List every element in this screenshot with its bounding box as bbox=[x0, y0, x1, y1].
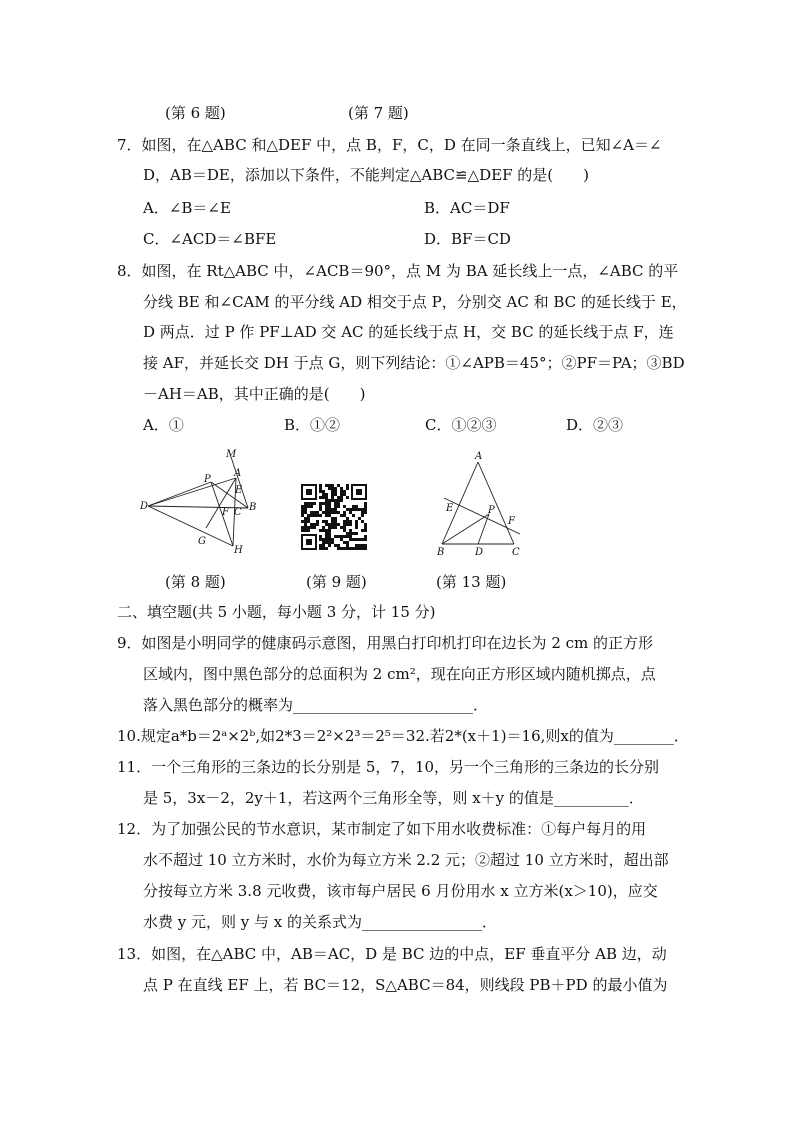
qr-module bbox=[325, 484, 328, 487]
qr-module bbox=[343, 514, 346, 517]
fig8-label-B: B bbox=[249, 502, 257, 513]
qr-module bbox=[340, 538, 343, 541]
qr-module bbox=[337, 505, 340, 508]
qr-module bbox=[337, 547, 340, 550]
figure-13-geometry-diagram bbox=[432, 448, 532, 558]
question-7-option-d: D．BF＝CD bbox=[424, 230, 511, 248]
qr-module bbox=[304, 505, 307, 508]
qr-module bbox=[352, 547, 355, 550]
qr-module bbox=[346, 547, 349, 550]
question-9-line-3: 落入黑色部分的概率为________________________． bbox=[143, 696, 489, 714]
qr-module bbox=[301, 520, 304, 523]
qr-module bbox=[310, 514, 313, 517]
qr-module bbox=[310, 526, 313, 529]
fig8-line-AG bbox=[206, 478, 236, 528]
qr-module bbox=[331, 541, 334, 544]
figure-8-geometry-diagram bbox=[138, 446, 268, 558]
qr-module bbox=[304, 520, 307, 523]
qr-module bbox=[364, 538, 367, 541]
qr-module bbox=[304, 523, 307, 526]
qr-module bbox=[316, 514, 319, 517]
qr-module bbox=[328, 529, 331, 532]
fig13-label-E: E bbox=[446, 503, 454, 514]
qr-module bbox=[352, 538, 355, 541]
fig8-label-H: H bbox=[234, 545, 243, 556]
question-13-line-1: 13．如图，在△ABC 中，AB＝AC，D 是 BC 边的中点，EF 垂直平分 AB 边，动 bbox=[117, 945, 667, 963]
qr-module bbox=[322, 493, 325, 496]
qr-module bbox=[301, 514, 304, 517]
qr-module bbox=[319, 502, 322, 505]
qr-module bbox=[343, 520, 346, 523]
qr-module bbox=[331, 538, 334, 541]
qr-module bbox=[307, 529, 310, 532]
qr-module bbox=[319, 508, 322, 511]
qr-module bbox=[334, 508, 337, 511]
qr-module bbox=[325, 535, 328, 538]
qr-module bbox=[340, 535, 343, 538]
figure-9-qr-code bbox=[300, 483, 368, 551]
qr-module bbox=[304, 526, 307, 529]
qr-module bbox=[301, 526, 304, 529]
qr-module bbox=[361, 514, 364, 517]
qr-module bbox=[337, 496, 340, 499]
qr-module bbox=[361, 547, 364, 550]
qr-module bbox=[349, 547, 352, 550]
fig13-line-AC bbox=[478, 462, 514, 544]
qr-module bbox=[331, 523, 334, 526]
qr-module bbox=[325, 532, 328, 535]
qr-module bbox=[346, 517, 349, 520]
qr-module bbox=[316, 511, 319, 514]
qr-module bbox=[328, 535, 331, 538]
qr-module bbox=[328, 484, 331, 487]
qr-module bbox=[307, 514, 310, 517]
qr-module bbox=[307, 517, 310, 520]
qr-module bbox=[355, 508, 358, 511]
qr-module bbox=[325, 523, 328, 526]
qr-module bbox=[355, 532, 358, 535]
qr-module bbox=[364, 502, 367, 505]
qr-module bbox=[328, 487, 331, 490]
qr-module bbox=[358, 538, 361, 541]
qr-module bbox=[316, 523, 319, 526]
qr-module bbox=[319, 547, 322, 550]
qr-module bbox=[349, 523, 352, 526]
qr-module bbox=[319, 544, 322, 547]
qr-module bbox=[331, 499, 334, 502]
qr-module bbox=[331, 508, 334, 511]
qr-module bbox=[301, 505, 304, 508]
qr-module bbox=[346, 520, 349, 523]
caption-figure-9: (第 9 题) bbox=[306, 573, 367, 591]
qr-module bbox=[334, 517, 337, 520]
qr-module bbox=[358, 508, 361, 511]
qr-module bbox=[313, 523, 316, 526]
qr-module bbox=[319, 514, 322, 517]
fig13-label-D: D bbox=[475, 547, 484, 558]
qr-module bbox=[319, 496, 322, 499]
qr-module bbox=[334, 487, 337, 490]
qr-module bbox=[331, 517, 334, 520]
qr-module bbox=[364, 511, 367, 514]
qr-module bbox=[349, 508, 352, 511]
qr-module bbox=[346, 541, 349, 544]
fig8-line-DP bbox=[148, 482, 211, 506]
qr-module bbox=[325, 508, 328, 511]
qr-module bbox=[304, 517, 307, 520]
qr-module bbox=[319, 529, 322, 532]
qr-module bbox=[304, 529, 307, 532]
qr-module bbox=[325, 505, 328, 508]
qr-module bbox=[349, 520, 352, 523]
qr-module bbox=[343, 526, 346, 529]
fig8-line-DA bbox=[148, 478, 236, 506]
qr-module bbox=[316, 520, 319, 523]
qr-module bbox=[340, 493, 343, 496]
caption-figure-8: (第 8 题) bbox=[165, 573, 226, 591]
question-8-line-2: 分线 BE 和∠CAM 的平分线 AD 相交于点 P，分别交 AC 和 BC 的延长线于 E， bbox=[143, 293, 687, 311]
qr-module bbox=[340, 487, 343, 490]
question-9-line-1: 9．如图是小明同学的健康码示意图，用黑白打印机打印在边长为 2 cm 的正方形 bbox=[117, 634, 654, 652]
qr-module bbox=[301, 508, 304, 511]
question-13-line-2: 点 P 在直线 EF 上，若 BC＝12，S△ABC＝84，则线段 PB＋PD 的最小值为 bbox=[143, 976, 668, 994]
qr-module bbox=[325, 541, 328, 544]
qr-module bbox=[325, 499, 328, 502]
fig13-label-B: B bbox=[437, 547, 445, 558]
qr-module bbox=[337, 544, 340, 547]
qr-module bbox=[340, 514, 343, 517]
qr-module bbox=[334, 490, 337, 493]
qr-module bbox=[328, 499, 331, 502]
qr-module bbox=[319, 487, 322, 490]
qr-module bbox=[355, 526, 358, 529]
qr-module bbox=[331, 526, 334, 529]
qr-module bbox=[331, 490, 334, 493]
qr-module bbox=[334, 511, 337, 514]
qr-module bbox=[352, 514, 355, 517]
question-12-line-3: 分按每立方米 3.8 元收费，该市每户居民 6 月份用水 x 立方米(x＞10)，应交 bbox=[143, 882, 658, 900]
qr-module bbox=[325, 511, 328, 514]
qr-module bbox=[331, 496, 334, 499]
fig8-label-F: F bbox=[222, 507, 229, 518]
fig13-label-C: C bbox=[512, 547, 520, 558]
qr-module bbox=[319, 484, 322, 487]
qr-module bbox=[364, 526, 367, 529]
qr-module bbox=[325, 529, 328, 532]
qr-module bbox=[361, 508, 364, 511]
section-2-heading: 二、填空题(共 5 小题，每小题 3 分，计 15 分) bbox=[117, 603, 436, 621]
question-11-line-2: 是 5，3x－2，2y＋1，若这两个三角形全等，则 x＋y 的值是__________． bbox=[143, 789, 644, 807]
qr-module bbox=[346, 523, 349, 526]
fig8-label-M: M bbox=[226, 449, 237, 460]
qr-module bbox=[322, 526, 325, 529]
qr-module bbox=[361, 538, 364, 541]
qr-module bbox=[322, 496, 325, 499]
fig8-label-C: C bbox=[234, 507, 242, 518]
qr-module bbox=[319, 505, 322, 508]
qr-module bbox=[334, 502, 337, 505]
qr-module bbox=[331, 487, 334, 490]
qr-module bbox=[349, 529, 352, 532]
qr-module bbox=[307, 505, 310, 508]
qr-module bbox=[307, 520, 310, 523]
qr-module bbox=[337, 502, 340, 505]
qr-module bbox=[325, 538, 328, 541]
qr-module bbox=[355, 520, 358, 523]
question-7-line-1: 7．如图，在△ABC 和△DEF 中，点 B，F，C，D 在同一条直线上，已知∠A＝∠ bbox=[117, 136, 662, 154]
qr-module bbox=[364, 529, 367, 532]
question-12-line-4: 水费 y 元，则 y 与 x 的关系式为________________． bbox=[143, 913, 498, 931]
qr-module bbox=[325, 520, 328, 523]
qr-module bbox=[349, 511, 352, 514]
qr-module bbox=[304, 508, 307, 511]
qr-module bbox=[346, 484, 349, 487]
qr-module bbox=[325, 502, 328, 505]
qr-module bbox=[328, 505, 331, 508]
qr-module bbox=[349, 532, 352, 535]
qr-module bbox=[355, 544, 358, 547]
qr-module bbox=[343, 511, 346, 514]
fig13-line-PD bbox=[478, 514, 489, 544]
qr-module bbox=[328, 508, 331, 511]
qr-module bbox=[307, 502, 310, 505]
qr-module bbox=[340, 490, 343, 493]
qr-module bbox=[334, 544, 337, 547]
qr-module bbox=[325, 547, 328, 550]
qr-module bbox=[334, 535, 337, 538]
qr-module bbox=[328, 526, 331, 529]
qr-module bbox=[310, 502, 313, 505]
qr-module bbox=[301, 511, 304, 514]
qr-module bbox=[352, 532, 355, 535]
qr-module bbox=[346, 535, 349, 538]
qr-module bbox=[355, 547, 358, 550]
qr-module bbox=[355, 505, 358, 508]
fig8-label-E: E bbox=[235, 485, 243, 496]
qr-module bbox=[322, 520, 325, 523]
qr-module bbox=[313, 514, 316, 517]
question-8-option-d: D．②③ bbox=[566, 416, 624, 434]
qr-module bbox=[322, 502, 325, 505]
qr-module bbox=[352, 508, 355, 511]
qr-module bbox=[343, 493, 346, 496]
qr-module bbox=[304, 502, 307, 505]
caption-figure-6: (第 6 题) bbox=[165, 104, 226, 122]
qr-module bbox=[304, 511, 307, 514]
qr-module bbox=[313, 526, 316, 529]
fig8-label-P: P bbox=[204, 474, 211, 485]
fig13-label-A: A bbox=[475, 451, 483, 462]
question-10: 10.规定a*b＝2ᵃ×2ᵇ,如2*3＝2²×2³＝2⁵＝32.若2*(x＋1)＝16,则x的值为________． bbox=[117, 727, 689, 745]
qr-module bbox=[310, 523, 313, 526]
qr-module bbox=[358, 547, 361, 550]
fig8-label-G: G bbox=[198, 536, 206, 547]
qr-module bbox=[340, 496, 343, 499]
qr-module bbox=[328, 514, 331, 517]
qr-module bbox=[346, 508, 349, 511]
question-7-option-b: B．AC＝DF bbox=[424, 199, 510, 217]
qr-module bbox=[322, 538, 325, 541]
question-12-line-1: 12．为了加强公民的节水意识，某市制定了如下用水收费标准：①每户每月的用 bbox=[117, 820, 647, 838]
question-7-option-c: C．∠ACD＝∠BFE bbox=[143, 230, 277, 248]
qr-module bbox=[364, 523, 367, 526]
qr-module bbox=[319, 538, 322, 541]
question-8-option-a: A．① bbox=[143, 416, 184, 434]
qr-module bbox=[334, 493, 337, 496]
question-7-line-2: D，AB＝DE，添加以下条件，不能判定△ABC≌△DEF 的是( ) bbox=[143, 166, 589, 184]
qr-module bbox=[361, 520, 364, 523]
qr-module bbox=[340, 547, 343, 550]
qr-module bbox=[322, 541, 325, 544]
qr-module bbox=[361, 544, 364, 547]
qr-module bbox=[322, 490, 325, 493]
qr-module bbox=[328, 532, 331, 535]
fig13-label-P: P bbox=[488, 505, 495, 516]
qr-module bbox=[334, 523, 337, 526]
qr-module bbox=[331, 484, 334, 487]
qr-module bbox=[334, 499, 337, 502]
qr-module bbox=[307, 526, 310, 529]
qr-module bbox=[331, 511, 334, 514]
qr-module bbox=[322, 511, 325, 514]
qr-module bbox=[328, 523, 331, 526]
question-8-option-b: B．①② bbox=[284, 416, 341, 434]
qr-module bbox=[355, 523, 358, 526]
qr-module bbox=[346, 487, 349, 490]
fig8-label-A: A bbox=[234, 468, 242, 479]
qr-module bbox=[337, 484, 340, 487]
question-9-line-2: 区域内，图中黑色部分的总面积为 2 cm²，现在向正方形区域内随机掷点，点 bbox=[143, 665, 656, 683]
qr-module bbox=[331, 520, 334, 523]
qr-module bbox=[337, 535, 340, 538]
qr-module bbox=[343, 541, 346, 544]
qr-module bbox=[322, 529, 325, 532]
qr-module bbox=[358, 517, 361, 520]
fig8-line-PB bbox=[211, 482, 248, 508]
qr-module bbox=[343, 529, 346, 532]
question-8-line-4: 接 AF，并延长交 DH 于点 G，则下列结论：①∠APB＝45°；②PF＝PA；③BD bbox=[143, 354, 685, 372]
question-8-line-5: －AH＝AB，其中正确的是( ) bbox=[143, 385, 366, 403]
question-12-line-2: 水不超过 10 立方米时，水价为每立方米 2.2 元；②超过 10 立方米时，超出部 bbox=[143, 851, 669, 869]
caption-figure-7: (第 7 题) bbox=[348, 104, 409, 122]
question-7-option-a: A．∠B＝∠E bbox=[143, 199, 231, 217]
qr-module bbox=[364, 505, 367, 508]
qr-module bbox=[361, 511, 364, 514]
qr-module bbox=[346, 544, 349, 547]
qr-module bbox=[328, 511, 331, 514]
qr-module bbox=[343, 535, 346, 538]
qr-module bbox=[340, 499, 343, 502]
qr-module bbox=[364, 547, 367, 550]
qr-module bbox=[364, 544, 367, 547]
question-11-line-1: 11．一个三角形的三条边的长分别是 5，7，10，另一个三角形的三条边的长分别 bbox=[117, 758, 660, 776]
qr-module bbox=[310, 505, 313, 508]
caption-figure-13: (第 13 题) bbox=[436, 573, 507, 591]
qr-module bbox=[313, 511, 316, 514]
qr-module bbox=[301, 529, 304, 532]
qr-module bbox=[328, 502, 331, 505]
qr-module bbox=[328, 544, 331, 547]
qr-module bbox=[349, 535, 352, 538]
qr-module bbox=[346, 496, 349, 499]
qr-module bbox=[343, 490, 346, 493]
qr-module bbox=[319, 535, 322, 538]
qr-module bbox=[349, 538, 352, 541]
qr-module bbox=[325, 493, 328, 496]
qr-module bbox=[337, 511, 340, 514]
qr-module bbox=[337, 523, 340, 526]
question-8-line-3: D 两点．过 P 作 PF⊥AD 交 AC 的延长线于点 H，交 BC 的延长线于点 F，连 bbox=[143, 323, 674, 341]
qr-module bbox=[328, 541, 331, 544]
qr-module bbox=[325, 496, 328, 499]
qr-module bbox=[334, 505, 337, 508]
qr-module bbox=[343, 505, 346, 508]
qr-module bbox=[334, 520, 337, 523]
fig8-line-DB bbox=[148, 506, 248, 508]
qr-module bbox=[352, 505, 355, 508]
qr-module bbox=[355, 538, 358, 541]
question-8-option-c: C．①②③ bbox=[425, 416, 497, 434]
qr-module bbox=[328, 538, 331, 541]
qr-module bbox=[358, 544, 361, 547]
qr-module bbox=[340, 526, 343, 529]
qr-module bbox=[331, 493, 334, 496]
qr-module bbox=[322, 547, 325, 550]
qr-module bbox=[337, 499, 340, 502]
qr-module bbox=[364, 535, 367, 538]
qr-module bbox=[346, 532, 349, 535]
qr-module bbox=[361, 529, 364, 532]
fig13-label-F: F bbox=[508, 516, 515, 527]
qr-module bbox=[313, 502, 316, 505]
qr-module bbox=[364, 508, 367, 511]
qr-module bbox=[322, 544, 325, 547]
qr-module bbox=[310, 511, 313, 514]
qr-module bbox=[343, 547, 346, 550]
qr-module bbox=[343, 523, 346, 526]
fig8-line-DH bbox=[148, 506, 233, 546]
fig8-line-MB bbox=[230, 454, 248, 508]
question-8-line-1: 8．如图，在 Rt△ABC 中，∠ACB＝90°，点 M 为 BA 延长线上一点，∠ABC 的平 bbox=[117, 262, 679, 280]
qr-module bbox=[334, 526, 337, 529]
qr-module bbox=[319, 490, 322, 493]
qr-module bbox=[325, 514, 328, 517]
fig8-label-D: D bbox=[140, 501, 149, 512]
